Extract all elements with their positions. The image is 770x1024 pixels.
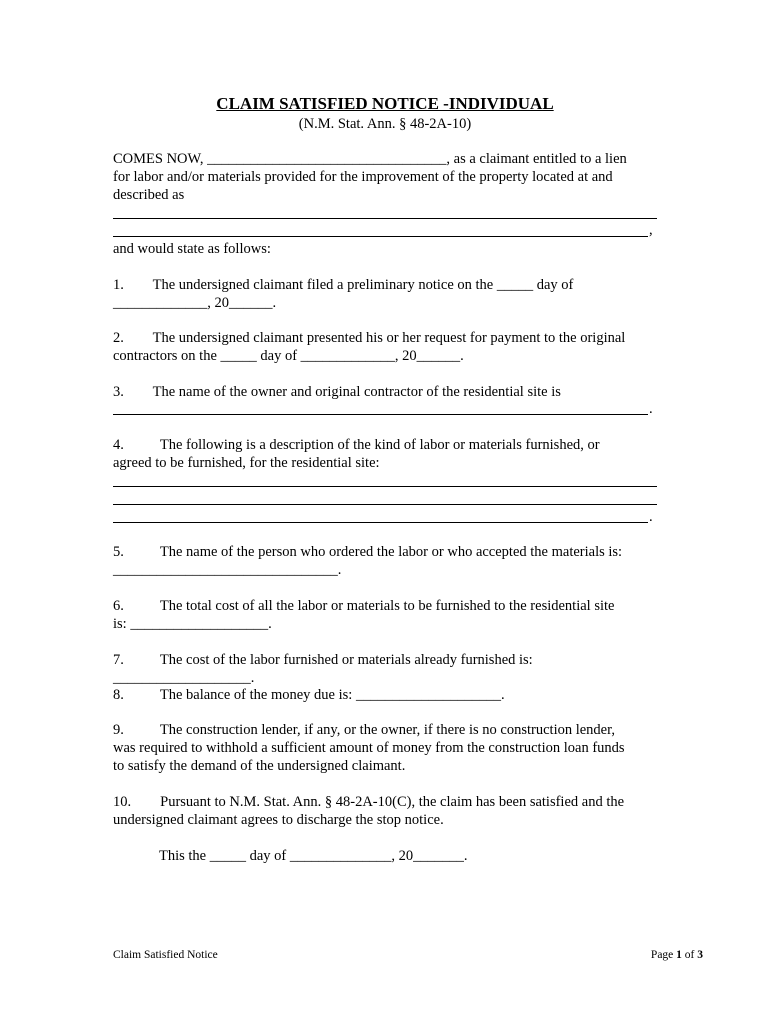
blank-line — [113, 218, 657, 219]
item-9-line-1: 9. The construction lender, if any, or the owner, if there is no construction lender, — [113, 722, 615, 738]
blank-line — [113, 522, 648, 523]
item-10-line-1: 10. Pursuant to N.M. Stat. Ann. § 48-2A-10(C), the claim has been satisfied and the — [113, 794, 625, 810]
blank-line — [113, 504, 657, 505]
comma-mark: , — [649, 222, 653, 238]
blank-line — [113, 236, 648, 237]
page-number: 1 — [676, 949, 682, 961]
intro-line-1: COMES NOW, _________________________________, as a claimant entitled to a lien — [113, 151, 627, 167]
page-indicator — [651, 949, 703, 961]
item-5-line-2: _______________________________. — [113, 562, 342, 578]
item-6-line-1: 6. The total cost of all the labor or materials to be furnished to the residential site — [113, 598, 615, 614]
blank-line — [113, 486, 657, 487]
item-1-line-2: _____________, 20______. — [113, 295, 277, 311]
date-line: This the _____ day of ______________, 20_______. — [159, 848, 468, 864]
item-9-line-3: to satisfy the demand of the undersigned claimant. — [113, 758, 406, 774]
item-8-line-1: 8. The balance of the money due is: ____________________. — [113, 687, 505, 703]
item-5-line-1: 5. The name of the person who ordered the labor or who accepted the materials is: — [113, 544, 623, 560]
page-total: 3 — [697, 949, 703, 961]
document-subtitle: (N.M. Stat. Ann. § 48-2A-10) — [298, 116, 472, 132]
period-mark: . — [649, 401, 653, 417]
item-7-line-2: ___________________. — [113, 670, 255, 686]
item-2-line-2: contractors on the _____ day of _____________, 20______. — [113, 348, 464, 364]
blank-line — [113, 414, 648, 415]
item-4-line-1: 4. The following is a description of the kind of labor or materials furnished, or — [113, 437, 600, 453]
item-3-line-1: 3. The name of the owner and original contractor of the residential site is — [113, 384, 561, 400]
footer-title: Claim Satisfied Notice — [113, 949, 218, 961]
item-4-line-2: agreed to be furnished, for the residential site: — [113, 455, 380, 471]
page-of: of — [681, 949, 698, 961]
item-7-line-1: 7. The cost of the labor furnished or materials already furnished is: — [113, 652, 533, 668]
item-9-line-2: was required to withhold a sufficient amount of money from the construction loan funds — [113, 740, 625, 756]
period-mark: . — [649, 509, 653, 525]
item-1-line-1: 1. The undersigned claimant filed a preliminary notice on the _____ day of — [113, 277, 574, 293]
intro-after: and would state as follows: — [113, 241, 271, 257]
intro-line-3: described as — [113, 187, 185, 203]
document-title: CLAIM SATISFIED NOTICE -INDIVIDUAL — [216, 94, 554, 113]
page-prefix: Page — [650, 949, 677, 961]
item-10-line-2: undersigned claimant agrees to discharge the stop notice. — [113, 812, 444, 828]
item-6-line-2: is: ___________________. — [113, 616, 272, 632]
item-2-line-1: 2. The undersigned claimant presented his or her request for payment to the original — [113, 330, 626, 346]
intro-line-2: for labor and/or materials provided for the improvement of the property located at and — [113, 169, 613, 185]
